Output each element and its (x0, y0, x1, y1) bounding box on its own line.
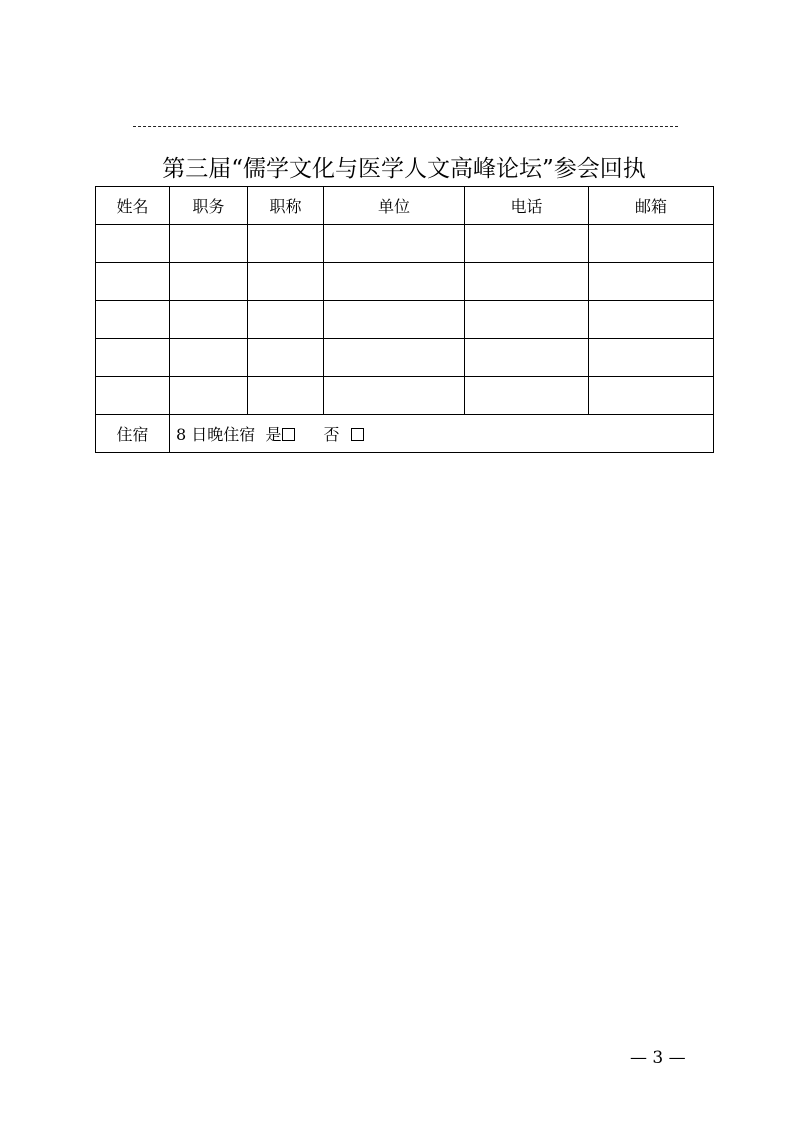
email-cell[interactable] (589, 263, 714, 301)
title-cell[interactable] (248, 377, 324, 415)
header-title: 职称 (248, 187, 324, 225)
lodging-question: 8 日晚住宿 (176, 425, 256, 444)
email-cell[interactable] (589, 225, 714, 263)
name-cell[interactable] (96, 377, 170, 415)
organization-cell[interactable] (324, 263, 465, 301)
lodging-row (96, 415, 714, 453)
lodging-options (170, 415, 714, 453)
phone-cell[interactable] (465, 225, 589, 263)
position-cell[interactable] (170, 301, 248, 339)
organization-cell[interactable] (324, 377, 465, 415)
name-cell[interactable] (96, 225, 170, 263)
name-cell[interactable] (96, 301, 170, 339)
position-cell[interactable] (170, 263, 248, 301)
title-cell[interactable] (248, 339, 324, 377)
email-cell[interactable] (589, 339, 714, 377)
phone-cell[interactable] (465, 339, 589, 377)
registration-table (95, 186, 714, 453)
title-cell[interactable] (248, 301, 324, 339)
email-cell[interactable] (589, 301, 714, 339)
title-cell[interactable] (248, 263, 324, 301)
table-header-row (96, 187, 714, 225)
lodging-label: 住宿 (96, 415, 170, 453)
lodging-no-checkbox[interactable] (351, 428, 364, 441)
page-number: — 3 — (630, 1048, 686, 1068)
form-title: 第三届“儒学文化与医学人文高峰论坛”参会回执 (162, 156, 646, 182)
lodging-no-label: 否 (323, 425, 340, 444)
table-row (96, 225, 714, 263)
organization-cell[interactable] (324, 339, 465, 377)
table-row (96, 339, 714, 377)
header-phone: 电话 (465, 187, 589, 225)
table-row (96, 301, 714, 339)
lodging-yes-checkbox[interactable] (282, 428, 295, 441)
organization-cell[interactable] (324, 225, 465, 263)
position-cell[interactable] (170, 339, 248, 377)
phone-cell[interactable] (465, 263, 589, 301)
table-row (96, 377, 714, 415)
table-row (96, 263, 714, 301)
title-cell[interactable] (248, 225, 324, 263)
name-cell[interactable] (96, 263, 170, 301)
header-email: 邮箱 (589, 187, 714, 225)
cut-line (133, 126, 678, 127)
organization-cell[interactable] (324, 301, 465, 339)
phone-cell[interactable] (465, 377, 589, 415)
header-name: 姓名 (96, 187, 170, 225)
header-position: 职务 (170, 187, 248, 225)
position-cell[interactable] (170, 225, 248, 263)
name-cell[interactable] (96, 339, 170, 377)
position-cell[interactable] (170, 377, 248, 415)
header-organization: 单位 (324, 187, 465, 225)
lodging-yes-label: 是 (265, 425, 282, 444)
email-cell[interactable] (589, 377, 714, 415)
phone-cell[interactable] (465, 301, 589, 339)
